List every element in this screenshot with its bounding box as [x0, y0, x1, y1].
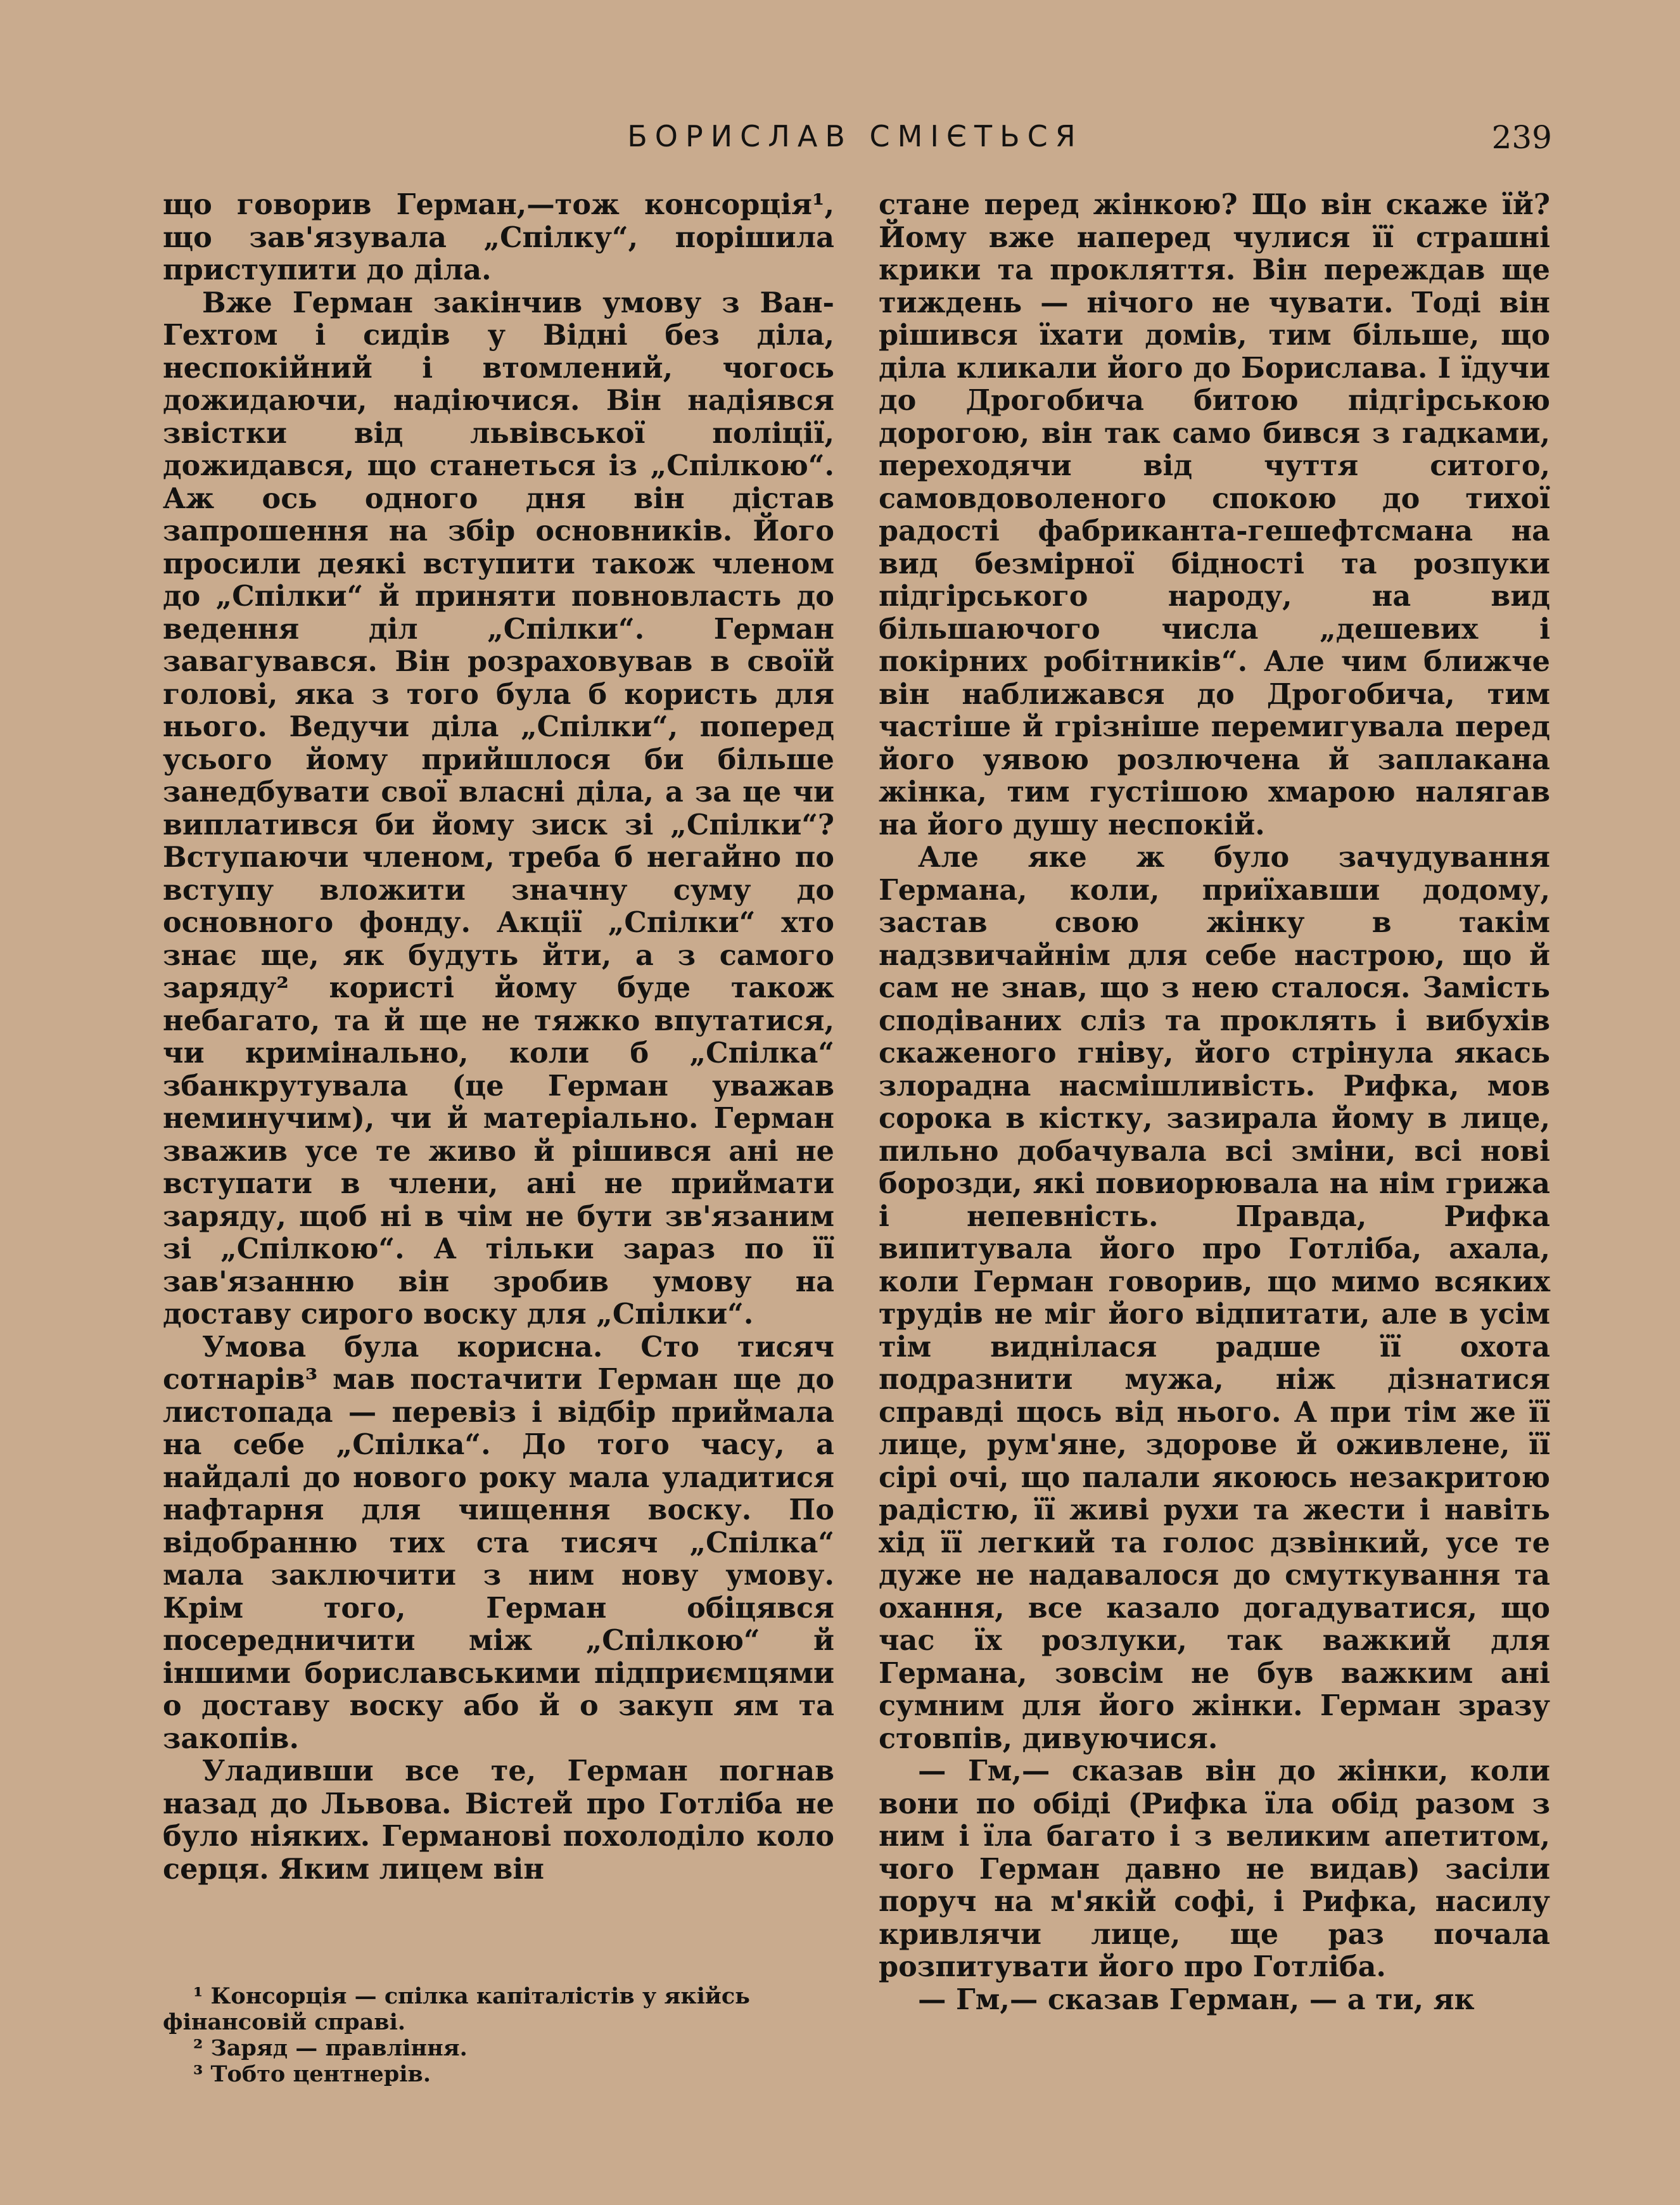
page-number: 239	[1491, 119, 1552, 156]
footnote: ¹ Консорція — спілка капіталістів у якійсь фінансовій справі.	[163, 1983, 750, 2035]
paragraph: що говорив Герман,—тож консорція¹, що зав'язувала „Спілку“, порішила приступити до діла.	[163, 188, 834, 286]
left-column	[163, 189, 834, 1886]
paragraph: Умова була корисна. Сто тисяч сотнарів³ мав постачити Герман ще до листопада — перевіз і відбір приймала на себе „Спілка“. До того часу, а найдалі до нового року мала уладитися нафтарня для чищення воску. По відобранню тих ста тисяч „Спілка“ мала заключити з ним нову умову. Крім того, Герман обіцявся посередничити між „Спілкою“ й іншими бориславськими підприємцями о доставу воску або й о закуп ям та закопів.	[163, 1330, 834, 1755]
running-title: БОРИСЛАВ СМІЄТЬСЯ	[627, 119, 1083, 153]
footnote: ³ Тобто центнерів.	[193, 2061, 431, 2087]
paragraph: Уладивши все те, Герман погнав назад до Львова. Вістей про Готліба не було ніяких. Германові похолоділо коло серця. Яким лицем він	[163, 1754, 834, 1886]
page-header	[158, 114, 1552, 158]
paragraph: стане перед жінкою? Що він скаже їй? Йому вже наперед чулися її страшні крики та прокляття. Він переждав ще тиждень — нічого не чувати. Тоді він рішився їхати домів, тим більше, що діла кликали його до Борислава. І їдучи до Дрогобича битою підгірською дорогою, він так само бився з гадками, переходячи від чуття ситого, самовдоволеного спокою до тихої радості фабриканта-гешефтсмана на вид безмірної бідності та розпуки підгірського народу, на вид більшаючого числа „дешевих і покірних робітників“. Але чим ближче він наближався до Дрогобича, тим частіше й грізніше перемигувала перед його уявою розлючена й заплакана жінка, тим густішою хмарою налягав на його душу неспокій.	[879, 188, 1550, 841]
paragraph: — Гм,— сказав він до жінки, коли вони по обіді (Рифка їла обід разом з ним і їла багато і з великим апетитом, чого Герман давно не видав) засіли поруч на м'якій софі, і Рифка, насилу кривлячи лице, ще раз почала розпитувати його про Готліба.	[879, 1754, 1550, 1983]
paragraph: — Гм,— сказав Герман, — а ти, як	[918, 1983, 1475, 2016]
footnotes	[163, 1983, 834, 2087]
footnote: ² Заряд — правління.	[193, 2035, 468, 2061]
paragraph: Вже Герман закінчив умову з Ван-Гехтом і сидів у Відні без діла, неспокійний і втомлений, чогось дожидаючи, надіючися. Він надіявся звістки від львівської поліції, дожидався, що станеться із „Спілкою“. Аж ось одного дня він дістав запрошення на збір основників. Його просили деякі вступити також членом до „Спілки“ й приняти повновласть до ведення діл „Спілки“. Герман завагувався. Він розраховував в своїй голові, яка з того була б користь для нього. Ведучи діла „Спілки“, поперед усього йому прийшлося би більше занедбувати свої власні діла, а за це чи виплатився би йому зиск зі „Спілки“? Вступаючи членом, треба б негайно по вступу вложити значну суму до основного фонду. Акції „Спілки“ хто знає ще, як будуть йти, а з самого заряду² користі йому буде також небагато, та й ще не тяжко впутатися, чи кримінально, коли б „Спілка“ збанкрутувала (це Герман уважав неминучим), чи й матеріально. Герман зважив усе те живо й рішився ані не вступати в члени, ані не приймати заряду, щоб ні в чім не бути зв'язаним зі „Спілкою“. А тільки зараз по її зав'язанню він зробив умову на доставу сирого воску для „Спілки“.	[163, 286, 834, 1331]
right-column	[879, 189, 1550, 2016]
paragraph: Але яке ж було зачудування Германа, коли, приїхавши додому, застав свою жінку в такім надзвичайнім для себе настрою, що й сам не знав, що з нею сталося. Замість сподіваних сліз та проклять і вибухів скаженого гніву, його стрінула якась злорадна насмішливість. Рифка, мов сорока в кістку, зазирала йому в лице, пильно добачувала всі зміни, всі нові борозди, які повиорювала на нім грижа і непевність. Правда, Рифка випитувала його про Готліба, ахала, коли Герман говорив, що мимо всяких трудів не міг його відпитати, але в усім тім виднілася радше її охота подразнити мужа, ніж дізнатися справді щось від нього. А при тім же її лице, рум'яне, здорове й оживлене, її сірі очі, що палали якоюсь незакритою радістю, її живі рухи та жести і навіть хід її легкий та голос дзвінкий, усе те дуже не надавалося до смуткування та охання, все казало догадуватися, що час їх розлуки, так важкий для Германа, зовсім не був важким ані сумним для його жінки. Герман зразу стовпів, дивуючися.	[879, 841, 1550, 1755]
